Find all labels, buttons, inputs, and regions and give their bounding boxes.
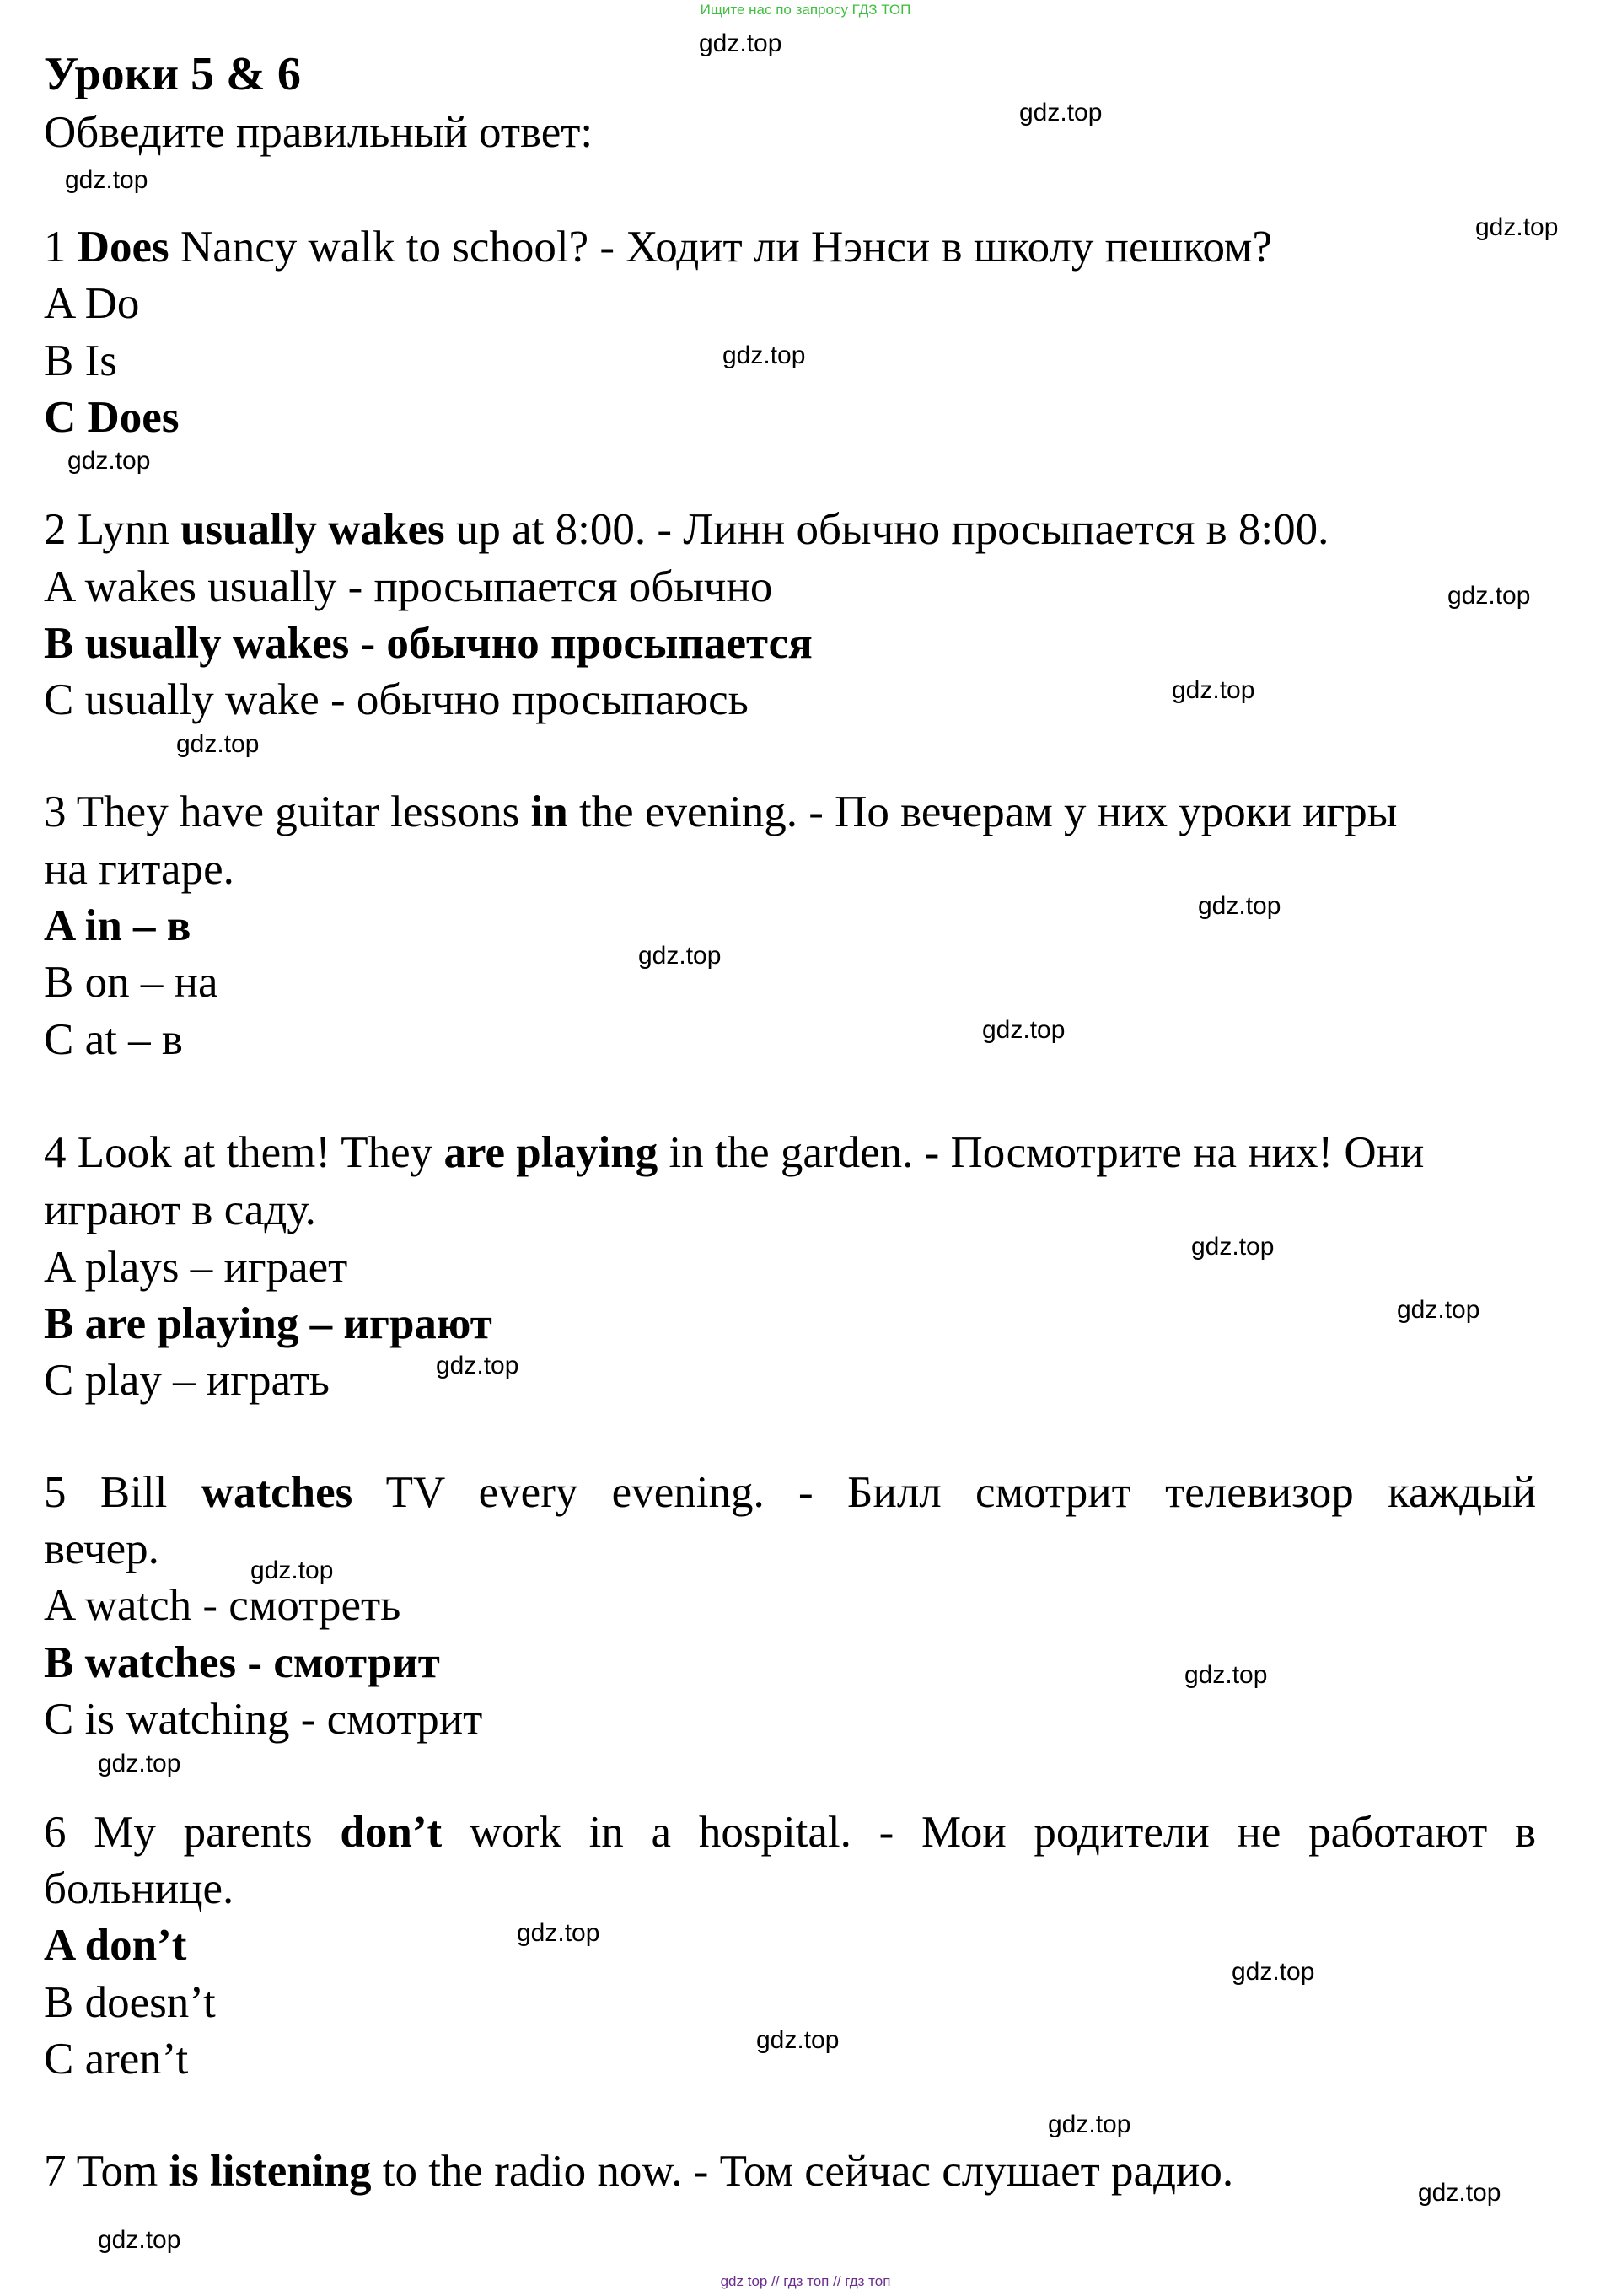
page-title: Уроки 5 & 6 bbox=[44, 48, 301, 100]
word: Мои bbox=[921, 1808, 1007, 1857]
question-3 bbox=[44, 784, 1536, 841]
watermark: gdz.top bbox=[1048, 2110, 1131, 2138]
question-6 bbox=[44, 1804, 1536, 1861]
word: work bbox=[469, 1808, 561, 1857]
question-text: 3 They have guitar lessons bbox=[44, 788, 520, 836]
question-text: in the garden. - Посмотрите на них! Они bbox=[669, 1128, 1425, 1177]
q6-option-c: C aren’t bbox=[44, 2035, 189, 2084]
word: in bbox=[588, 1808, 624, 1857]
watermark: gdz.top bbox=[1191, 1233, 1275, 1261]
q4-option-c: C play – играть bbox=[44, 1356, 330, 1405]
watermark: gdz.top bbox=[1198, 892, 1281, 920]
search-hint: Ищите нас по запросу ГДЗ ТОП bbox=[700, 2, 911, 18]
q2-option-b-correct: B usually wakes - обычно просыпается bbox=[44, 619, 813, 668]
word: TV bbox=[385, 1468, 445, 1517]
question-highlight: don’t bbox=[340, 1808, 443, 1857]
question-5-continued: вечер. bbox=[44, 1524, 159, 1573]
question-text: 4 Look at them! They bbox=[44, 1128, 433, 1177]
question-6-continued: больнице. bbox=[44, 1864, 234, 1913]
question-number: 2 Lynn bbox=[44, 505, 169, 554]
question-7 bbox=[44, 2143, 1536, 2200]
question-number: 5 Bill bbox=[44, 1468, 168, 1517]
watermark: gdz.top bbox=[1184, 1661, 1268, 1689]
question-3-continued: на гитаре. bbox=[44, 845, 234, 894]
word: - bbox=[798, 1468, 814, 1517]
word: работают bbox=[1308, 1808, 1488, 1857]
q3-option-b: B on – на bbox=[44, 958, 218, 1007]
watermark: gdz.top bbox=[1418, 2179, 1501, 2207]
watermark: gdz.top bbox=[436, 1352, 519, 1379]
word: в bbox=[1515, 1808, 1537, 1857]
watermark: gdz.top bbox=[517, 1919, 600, 1947]
q1-option-c-correct: C Does bbox=[44, 393, 180, 442]
q5-option-b-correct: B watches - смотрит bbox=[44, 1638, 440, 1687]
question-text: to the radio now. - Том сейчас слушает радио. bbox=[382, 2147, 1234, 2196]
q4-option-b-correct: B are playing – играют bbox=[44, 1299, 492, 1348]
watermark: gdz.top bbox=[638, 942, 722, 970]
question-number: 7 Tom bbox=[44, 2147, 158, 2196]
footer: gdz top // гдз топ // гдз топ bbox=[720, 2273, 891, 2289]
watermark: gdz.top bbox=[1447, 582, 1531, 610]
question-5 bbox=[44, 1465, 1536, 1521]
word: смотрит bbox=[975, 1468, 1131, 1517]
q3-option-c: C at – в bbox=[44, 1015, 183, 1064]
question-1 bbox=[44, 219, 1536, 276]
watermark: gdz.top bbox=[1019, 99, 1103, 126]
word: a bbox=[651, 1808, 672, 1857]
question-text: up at 8:00. - Линн обычно просыпается в 8:00. bbox=[455, 505, 1329, 554]
word: parents bbox=[183, 1808, 313, 1857]
word: 6 bbox=[44, 1808, 67, 1857]
watermark: gdz.top bbox=[1172, 676, 1255, 704]
watermark: gdz.top bbox=[250, 1557, 334, 1584]
question-highlight: is listening bbox=[169, 2147, 372, 2196]
question-highlight: usually wakes bbox=[180, 505, 445, 554]
word: hospital. bbox=[698, 1808, 851, 1857]
word: My bbox=[94, 1808, 156, 1857]
watermark: gdz.top bbox=[98, 1750, 181, 1777]
q5-option-a: A watch - смотреть bbox=[44, 1581, 401, 1630]
q2-option-c: C usually wake - обычно просыпаюсь bbox=[44, 675, 749, 724]
watermark: gdz.top bbox=[98, 2226, 181, 2254]
question-number: 1 bbox=[44, 223, 67, 272]
watermark: gdz.top bbox=[1475, 213, 1559, 241]
question-4-continued: играют в саду. bbox=[44, 1186, 316, 1234]
question-text: Nancy walk to school? - Ходит ли Нэнси в школу пешком? bbox=[180, 223, 1272, 272]
word: Билл bbox=[847, 1468, 942, 1517]
question-highlight: are playing bbox=[443, 1128, 658, 1177]
q1-option-a: A Do bbox=[44, 279, 140, 328]
watermark: gdz.top bbox=[722, 341, 806, 369]
word: родители bbox=[1034, 1808, 1210, 1857]
word: - bbox=[878, 1808, 894, 1857]
q5-option-c: C is watching - смотрит bbox=[44, 1695, 483, 1744]
watermark: gdz.top bbox=[67, 447, 151, 475]
question-highlight: Does bbox=[77, 223, 169, 272]
word: не bbox=[1237, 1808, 1281, 1857]
question-highlight: watches bbox=[201, 1468, 353, 1517]
q2-option-a: A wakes usually - просыпается обычно bbox=[44, 562, 773, 611]
watermark: gdz.top bbox=[982, 1016, 1066, 1044]
q6-option-b: B doesn’t bbox=[44, 1978, 216, 2027]
question-text: the evening. - По вечерам у них уроки игры bbox=[578, 788, 1398, 836]
q6-option-a-correct: A don’t bbox=[44, 1921, 187, 1970]
q1-option-b: B Is bbox=[44, 336, 117, 385]
word: every bbox=[478, 1468, 578, 1517]
question-4 bbox=[44, 1125, 1536, 1181]
instruction: Обведите правильный ответ: bbox=[44, 108, 593, 157]
watermark: gdz.top bbox=[176, 730, 260, 758]
q4-option-a: A plays – играет bbox=[44, 1243, 348, 1292]
watermark: gdz.top bbox=[65, 166, 148, 194]
watermark: gdz.top bbox=[1397, 1296, 1480, 1324]
word: evening. bbox=[611, 1468, 765, 1517]
watermark: gdz.top bbox=[756, 2026, 840, 2054]
q3-option-a-correct: A in – в bbox=[44, 901, 191, 950]
word: телевизор bbox=[1165, 1468, 1354, 1517]
watermark: gdz.top bbox=[1232, 1958, 1315, 1986]
question-2 bbox=[44, 502, 1536, 558]
watermark: gdz.top bbox=[699, 30, 782, 57]
word: каждый bbox=[1388, 1468, 1537, 1517]
question-highlight: in bbox=[530, 788, 568, 836]
